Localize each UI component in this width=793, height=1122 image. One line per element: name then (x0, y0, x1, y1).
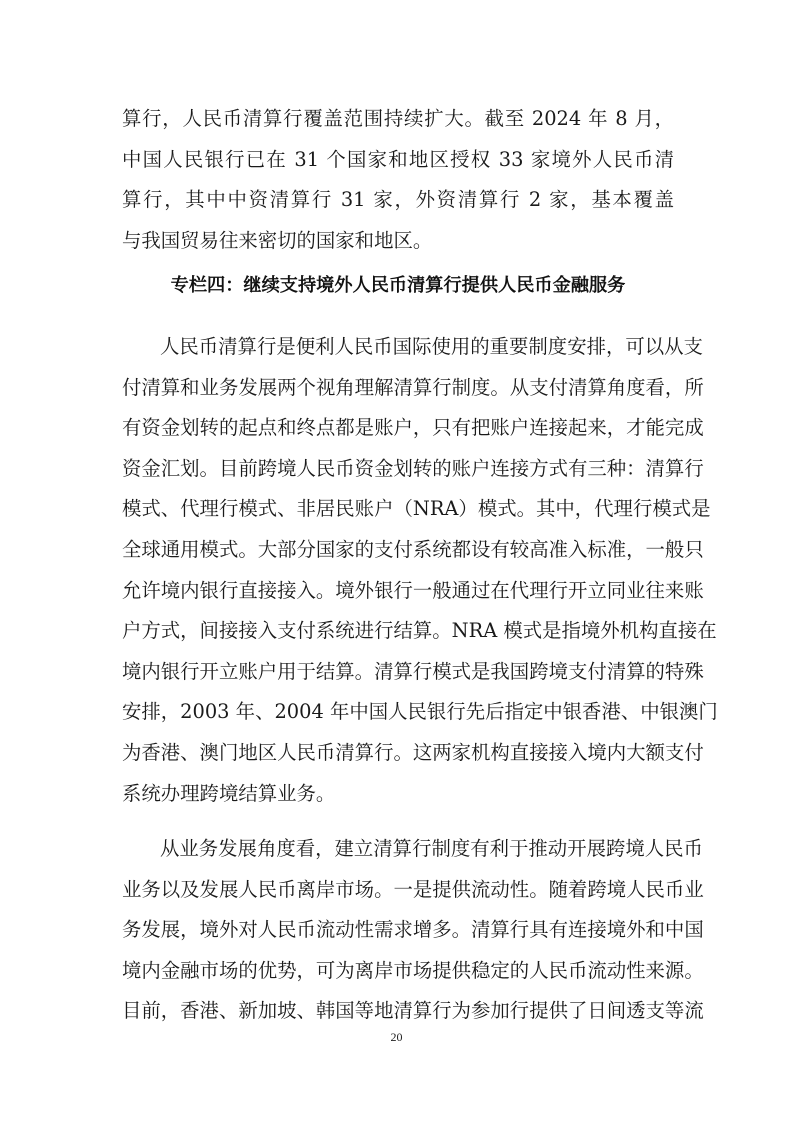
text-line: 户方式，间接接入支付系统进行结算。NRA 模式是指境外机构直接在 (122, 619, 717, 643)
text-line: 全球通用模式。大部分国家的支付系统都设有较高准入标准，一般只 (122, 537, 704, 561)
text-line: 境内金融市场的优势，可为离岸市场提供稳定的人民币流动性来源。 (122, 958, 704, 982)
text-line: 人民币清算行是便利人民币国际使用的重要制度安排，可以从支 (160, 335, 703, 358)
text-line: 允许境内银行直接接入。境外银行一般通过在代理行开立同业往来账 (122, 578, 704, 602)
text-line: 中国人民银行已在 31 个国家和地区授权 33 家境外人民币清 (122, 147, 674, 171)
text-line: 算行，人民币清算行覆盖范围持续扩大。截至 2024 年 8 月， (122, 107, 674, 130)
page-number: 20 (390, 1030, 403, 1044)
text-line: 业务以及发展人民币离岸市场。一是提供流动性。随着跨境人民币业 (122, 877, 704, 901)
text-line: 系统办理跨境结算业务。 (122, 781, 336, 805)
text-line: 资金汇划。目前跨境人民币资金划转的账户连接方式有三种：清算行 (122, 456, 704, 480)
box-paragraph-2 (122, 829, 704, 1032)
text-line: 安排，2003 年、2004 年中国人民银行先后指定中银香港、中银澳门 (122, 700, 718, 724)
text-line: 境内银行开立账户用于结算。清算行模式是我国跨境支付清算的特殊 (122, 659, 704, 683)
text-line: 算行，其中中资清算行 31 家，外资清算行 2 家，基本覆盖 (122, 188, 674, 212)
text-line: 模式、代理行模式、非居民账户（NRA）模式。其中，代理行模式是 (122, 497, 711, 521)
text-line: 务发展，境外对人民币流动性需求增多。清算行具有连接境外和中国 (122, 918, 704, 942)
text-line: 有资金划转的起点和终点都是账户，只有把账户连接起来，才能完成 (122, 416, 704, 440)
continuation-paragraph (122, 99, 674, 261)
text-line: 为香港、澳门地区人民币清算行。这两家机构直接接入境内大额支付 (122, 740, 704, 764)
text-line: 与我国贸易往来密切的国家和地区。 (122, 228, 433, 252)
text-line: 付清算和业务发展两个视角理解清算行制度。从支付清算角度看，所 (122, 375, 704, 399)
text-line: 目前，香港、新加坡、韩国等地清算行为参加行提供了日间透支等流 (122, 999, 704, 1023)
text-line: 从业务发展角度看，建立清算行制度有利于推动开展跨境人民币 (160, 837, 703, 860)
box-paragraph-1 (122, 327, 718, 814)
box-heading: 专栏四：继续支持境外人民币清算行提供人民币金融服务 (170, 275, 626, 296)
